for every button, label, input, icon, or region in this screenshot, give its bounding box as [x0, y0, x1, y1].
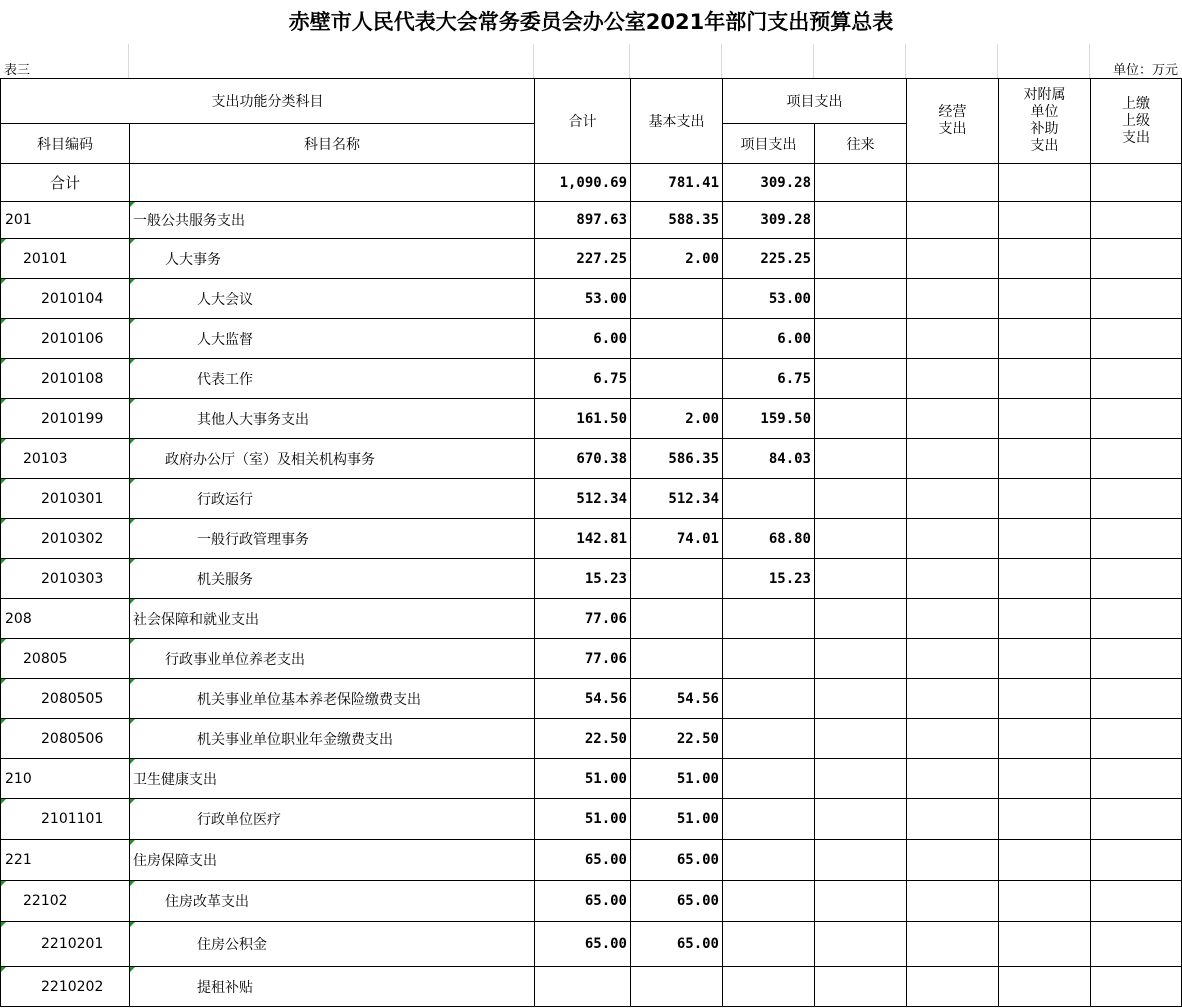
row-operating	[907, 840, 999, 881]
row-transfer	[815, 559, 907, 599]
row-remit	[1091, 559, 1182, 599]
row-remit	[1091, 279, 1182, 319]
row-subsidy	[999, 881, 1091, 922]
row-code: 208	[1, 599, 130, 639]
row-operating	[907, 679, 999, 719]
row-total: 670.38	[535, 439, 631, 479]
row-code: 2010104	[1, 279, 130, 319]
row-basic: 586.35	[631, 439, 723, 479]
row-name: 一般公共服务支出	[130, 202, 535, 239]
gridline	[997, 44, 998, 78]
table-row	[1, 679, 1182, 719]
row-code: 2210201	[1, 922, 130, 967]
row-name: 提租补贴	[130, 967, 535, 1007]
row-basic: 65.00	[631, 840, 723, 881]
row-basic: 588.35	[631, 202, 723, 239]
gridline	[1089, 44, 1090, 78]
header-operating	[907, 79, 999, 164]
table-row	[1, 439, 1182, 479]
table-row	[1, 639, 1182, 679]
row-operating	[907, 359, 999, 399]
row-name: 社会保障和就业支出	[130, 599, 535, 639]
row-transfer	[815, 679, 907, 719]
table-row	[1, 519, 1182, 559]
row-operating	[907, 279, 999, 319]
row-project	[723, 679, 815, 719]
row-remit	[1091, 479, 1182, 519]
row-basic: 2.00	[631, 399, 723, 439]
total-project: 309.28	[723, 164, 815, 202]
row-remit	[1091, 719, 1182, 759]
header-operating-text: 经营 支出	[938, 104, 967, 137]
table-row	[1, 239, 1182, 279]
row-code: 20805	[1, 639, 130, 679]
row-remit	[1091, 759, 1182, 799]
row-project	[723, 799, 815, 840]
row-project	[723, 759, 815, 799]
row-total: 65.00	[535, 922, 631, 967]
row-transfer	[815, 239, 907, 279]
row-total: 161.50	[535, 399, 631, 439]
row-name: 住房改革支出	[130, 881, 535, 922]
row-project: 159.50	[723, 399, 815, 439]
row-code: 221	[1, 840, 130, 881]
row-code: 2010301	[1, 479, 130, 519]
row-total: 6.75	[535, 359, 631, 399]
row-project: 309.28	[723, 202, 815, 239]
row-operating	[907, 519, 999, 559]
row-basic: 65.00	[631, 881, 723, 922]
table-row	[1, 881, 1182, 922]
row-basic: 54.56	[631, 679, 723, 719]
row-basic	[631, 559, 723, 599]
row-basic: 65.00	[631, 922, 723, 967]
row-operating	[907, 639, 999, 679]
row-code: 201	[1, 202, 130, 239]
header-transfer: 往来	[815, 124, 907, 164]
row-remit	[1091, 399, 1182, 439]
header-project: 项目支出	[723, 124, 815, 164]
row-subsidy	[999, 239, 1091, 279]
header-total: 合计	[535, 79, 631, 164]
row-transfer	[815, 519, 907, 559]
row-remit	[1091, 922, 1182, 967]
row-operating	[907, 759, 999, 799]
row-code: 2010302	[1, 519, 130, 559]
row-transfer	[815, 922, 907, 967]
table-row	[1, 599, 1182, 639]
header-subsidy	[999, 79, 1091, 164]
row-basic	[631, 599, 723, 639]
row-transfer	[815, 359, 907, 399]
row-code: 2080506	[1, 719, 130, 759]
row-subsidy	[999, 922, 1091, 967]
row-operating	[907, 399, 999, 439]
row-name: 一般行政管理事务	[130, 519, 535, 559]
row-code: 2080505	[1, 679, 130, 719]
row-total: 77.06	[535, 599, 631, 639]
row-code: 2010106	[1, 319, 130, 359]
row-remit	[1091, 239, 1182, 279]
row-total: 51.00	[535, 759, 631, 799]
row-operating	[907, 239, 999, 279]
table-row	[1, 719, 1182, 759]
table-row	[1, 922, 1182, 967]
row-total: 65.00	[535, 881, 631, 922]
row-operating	[907, 881, 999, 922]
row-remit	[1091, 202, 1182, 239]
total-label: 合计	[1, 164, 130, 202]
table-row	[1, 559, 1182, 599]
row-total: 65.00	[535, 840, 631, 881]
header-project-group: 项目支出	[723, 79, 907, 124]
row-transfer	[815, 202, 907, 239]
row-total: 227.25	[535, 239, 631, 279]
row-code: 20101	[1, 239, 130, 279]
table-row	[1, 359, 1182, 399]
row-project: 15.23	[723, 559, 815, 599]
row-transfer	[815, 279, 907, 319]
spacer-row	[0, 44, 1182, 78]
row-operating	[907, 967, 999, 1007]
row-code: 2010303	[1, 559, 130, 599]
row-total: 142.81	[535, 519, 631, 559]
table-row	[1, 799, 1182, 840]
row-code: 2010199	[1, 399, 130, 439]
row-basic: 512.34	[631, 479, 723, 519]
row-code: 22102	[1, 881, 130, 922]
row-project	[723, 639, 815, 679]
row-name: 住房保障支出	[130, 840, 535, 881]
row-remit	[1091, 881, 1182, 922]
row-basic: 2.00	[631, 239, 723, 279]
page-title: 赤壁市人民代表大会常务委员会办公室2021年部门支出预算总表	[288, 10, 894, 34]
gridline	[813, 44, 814, 78]
row-basic: 51.00	[631, 759, 723, 799]
row-name: 其他人大事务支出	[130, 399, 535, 439]
row-name: 行政事业单位养老支出	[130, 639, 535, 679]
row-name: 人大会议	[130, 279, 535, 319]
row-total: 6.00	[535, 319, 631, 359]
gridline	[128, 44, 129, 78]
row-subsidy	[999, 967, 1091, 1007]
row-project	[723, 479, 815, 519]
header-code: 科目编码	[1, 124, 130, 164]
row-remit	[1091, 679, 1182, 719]
row-remit	[1091, 967, 1182, 1007]
row-project	[723, 840, 815, 881]
row-code: 2101101	[1, 799, 130, 840]
row-remit	[1091, 519, 1182, 559]
total-operating	[907, 164, 999, 202]
row-name: 人大事务	[130, 239, 535, 279]
row-project	[723, 599, 815, 639]
table-row	[1, 319, 1182, 359]
row-subsidy	[999, 439, 1091, 479]
row-name: 政府办公厅（室）及相关机构事务	[130, 439, 535, 479]
header-remit	[1091, 79, 1182, 164]
budget-table	[0, 78, 1182, 1007]
row-basic	[631, 319, 723, 359]
row-operating	[907, 202, 999, 239]
row-name: 人大监督	[130, 319, 535, 359]
row-subsidy	[999, 679, 1091, 719]
row-project: 6.75	[723, 359, 815, 399]
row-subsidy	[999, 559, 1091, 599]
row-project: 53.00	[723, 279, 815, 319]
row-transfer	[815, 639, 907, 679]
row-remit	[1091, 319, 1182, 359]
table-row	[1, 840, 1182, 881]
total-row	[1, 164, 1182, 202]
total-remit	[1091, 164, 1182, 202]
row-name: 卫生健康支出	[130, 759, 535, 799]
row-code: 210	[1, 759, 130, 799]
row-basic: 22.50	[631, 719, 723, 759]
row-name: 行政单位医疗	[130, 799, 535, 840]
row-subsidy	[999, 599, 1091, 639]
table-row	[1, 759, 1182, 799]
row-project: 68.80	[723, 519, 815, 559]
header-basic: 基本支出	[631, 79, 723, 164]
row-subsidy	[999, 319, 1091, 359]
row-code: 2210202	[1, 967, 130, 1007]
row-operating	[907, 599, 999, 639]
header-subsidy-text: 对附属 单位 补助 支出	[1023, 87, 1066, 154]
row-basic	[631, 639, 723, 679]
row-total	[535, 967, 631, 1007]
row-subsidy	[999, 759, 1091, 799]
row-total: 512.34	[535, 479, 631, 519]
row-total: 54.56	[535, 679, 631, 719]
row-subsidy	[999, 519, 1091, 559]
row-basic: 51.00	[631, 799, 723, 840]
row-remit	[1091, 359, 1182, 399]
total-transfer	[815, 164, 907, 202]
row-subsidy	[999, 639, 1091, 679]
table-row	[1, 967, 1182, 1007]
row-subsidy	[999, 840, 1091, 881]
row-operating	[907, 719, 999, 759]
row-operating	[907, 922, 999, 967]
total-name	[130, 164, 535, 202]
row-transfer	[815, 319, 907, 359]
row-transfer	[815, 479, 907, 519]
row-transfer	[815, 881, 907, 922]
row-project: 6.00	[723, 319, 815, 359]
row-operating	[907, 479, 999, 519]
total-sum: 1,090.69	[535, 164, 631, 202]
row-transfer	[815, 799, 907, 840]
row-basic	[631, 279, 723, 319]
row-remit	[1091, 799, 1182, 840]
row-remit	[1091, 840, 1182, 881]
total-basic: 781.41	[631, 164, 723, 202]
row-subsidy	[999, 202, 1091, 239]
row-code: 2010108	[1, 359, 130, 399]
row-remit	[1091, 439, 1182, 479]
row-name: 机关服务	[130, 559, 535, 599]
row-project: 84.03	[723, 439, 815, 479]
row-transfer	[815, 399, 907, 439]
row-subsidy	[999, 399, 1091, 439]
row-operating	[907, 319, 999, 359]
row-remit	[1091, 639, 1182, 679]
table-number: 表三	[4, 63, 31, 78]
row-name: 机关事业单位基本养老保险缴费支出	[130, 679, 535, 719]
table-row	[1, 399, 1182, 439]
row-name: 行政运行	[130, 479, 535, 519]
gridline	[721, 44, 722, 78]
row-total: 51.00	[535, 799, 631, 840]
gridline	[629, 44, 630, 78]
unit-label: 单位：万元	[1112, 63, 1178, 78]
header-row-1	[1, 79, 1182, 124]
total-subsidy	[999, 164, 1091, 202]
row-subsidy	[999, 479, 1091, 519]
row-remit	[1091, 599, 1182, 639]
row-project	[723, 922, 815, 967]
row-basic: 74.01	[631, 519, 723, 559]
row-project	[723, 967, 815, 1007]
row-transfer	[815, 719, 907, 759]
row-total: 22.50	[535, 719, 631, 759]
row-subsidy	[999, 719, 1091, 759]
row-total: 77.06	[535, 639, 631, 679]
row-project	[723, 881, 815, 922]
row-total: 53.00	[535, 279, 631, 319]
gridline	[905, 44, 906, 78]
row-name: 代表工作	[130, 359, 535, 399]
row-operating	[907, 799, 999, 840]
header-remit-text: 上缴 上级 支出	[1122, 95, 1150, 146]
row-operating	[907, 439, 999, 479]
table-row	[1, 279, 1182, 319]
row-transfer	[815, 439, 907, 479]
row-subsidy	[999, 279, 1091, 319]
row-subsidy	[999, 359, 1091, 399]
row-name: 机关事业单位职业年金缴费支出	[130, 719, 535, 759]
row-project	[723, 719, 815, 759]
table-row	[1, 479, 1182, 519]
row-transfer	[815, 599, 907, 639]
row-transfer	[815, 840, 907, 881]
row-project: 225.25	[723, 239, 815, 279]
table-row	[1, 202, 1182, 239]
row-transfer	[815, 967, 907, 1007]
row-basic	[631, 359, 723, 399]
header-name: 科目名称	[130, 124, 535, 164]
row-subsidy	[999, 799, 1091, 840]
row-transfer	[815, 759, 907, 799]
row-basic	[631, 967, 723, 1007]
gridline	[533, 44, 534, 78]
header-func-class: 支出功能分类科目	[1, 79, 535, 124]
row-total: 897.63	[535, 202, 631, 239]
row-total: 15.23	[535, 559, 631, 599]
row-name: 住房公积金	[130, 922, 535, 967]
row-operating	[907, 559, 999, 599]
row-code: 20103	[1, 439, 130, 479]
